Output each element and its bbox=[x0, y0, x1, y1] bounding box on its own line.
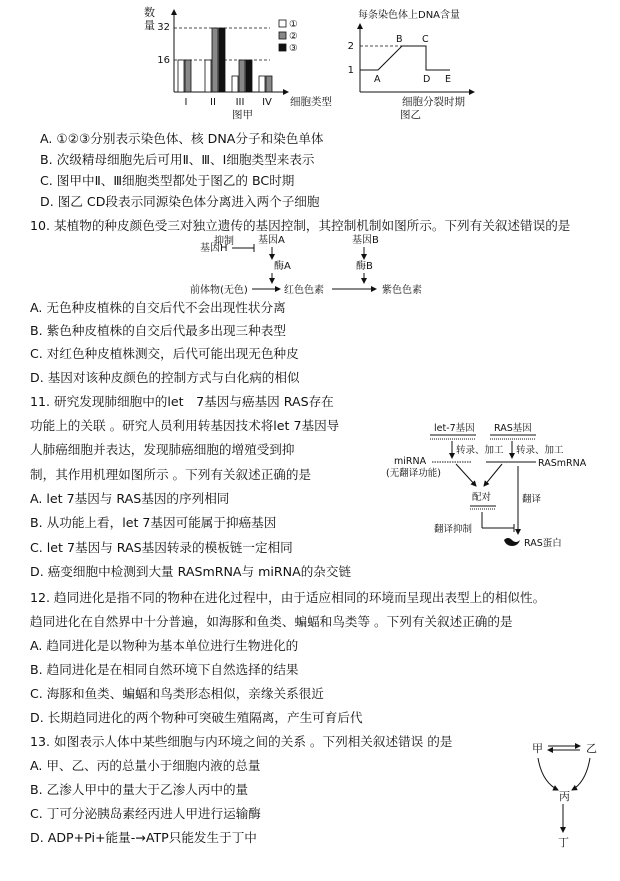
enzyme-a-label: 酶A bbox=[274, 261, 291, 272]
node-ding: 丁 bbox=[558, 836, 569, 849]
ras-gene-label: RAS基因 bbox=[494, 423, 532, 434]
ras-transcribe-label: 转录、加工 bbox=[516, 445, 564, 456]
bar-II-series-3 bbox=[219, 28, 225, 92]
x-tick-label-III: III bbox=[235, 97, 245, 108]
gene-a-label: 基因A bbox=[258, 235, 285, 246]
gene-b-label: 基因B bbox=[352, 235, 379, 246]
legend-label-2: ② bbox=[289, 31, 298, 42]
ras-protein-icon bbox=[504, 538, 520, 546]
bar-I-series-2 bbox=[185, 60, 191, 92]
mirna-to-pair bbox=[456, 464, 476, 486]
q12-option-a: A. 趋同进化是以物种为基本单位进行生物进化的 bbox=[30, 638, 299, 653]
mrna-to-pair bbox=[484, 464, 502, 486]
legend-swatch-1 bbox=[279, 20, 286, 27]
figure-jia-xlabel: 细胞类型 bbox=[290, 96, 332, 108]
legend-label-3: ③ bbox=[289, 43, 298, 54]
x-tick-label-I: I bbox=[184, 97, 188, 108]
bar-IV-series-1 bbox=[259, 76, 265, 92]
q11-stem-line-1: 11. 研究发现肺细胞中的let 7基因与癌基因 RAS存在 bbox=[30, 394, 334, 409]
red-pigment-label: 红色色素 bbox=[284, 285, 324, 296]
q13-option-b: B. 乙渗人甲中的量大于乙渗人丙中的量 bbox=[30, 782, 249, 797]
q10-option-a: A. 无色种皮植株的自交后代不会出现性状分离 bbox=[30, 300, 286, 315]
bar-group bbox=[178, 28, 272, 92]
mirna-label: miRNA bbox=[394, 456, 427, 467]
purple-pigment-label: 紫色色素 bbox=[382, 285, 422, 296]
figure-yi-title: 每条染色体上DNA含量 bbox=[358, 10, 461, 21]
q13-option-d: D. ADP+Pi+能量-→ATP只能发生于丁中 bbox=[30, 830, 257, 845]
node-jia: 甲 bbox=[532, 742, 543, 755]
point-label-b: B bbox=[396, 34, 403, 45]
yi-to-bing-arrow bbox=[572, 758, 590, 790]
rasmrna-label: RASmRNA bbox=[538, 458, 587, 469]
bar-I-series-1 bbox=[178, 60, 184, 92]
q9-option-b: B. 次级精母细胞先后可用Ⅱ、Ⅲ、Ⅰ细胞类型来表示 bbox=[40, 152, 315, 167]
figure-yi-caption: 图乙 bbox=[400, 109, 421, 120]
q11-stem-line-4: 制，其作用机理如图所示 。下列有关叙述正确的是 bbox=[30, 467, 312, 482]
tick-label-1: 1 bbox=[347, 65, 354, 76]
ras-protein-label: RAS蛋白 bbox=[524, 538, 562, 549]
q13-body-fluid-diagram bbox=[520, 738, 610, 850]
bar-II-series-1 bbox=[205, 60, 211, 92]
bar-III-series-2 bbox=[239, 60, 245, 92]
q10-option-c: C. 对红色种皮植株测交，后代可能出现无色种皮 bbox=[30, 346, 299, 361]
q12-stem-line-2: 趋同进化在自然界中十分普遍，如海豚和鱼类、蝙蝠和鸟类等 。下列有关叙述正确的是 bbox=[30, 614, 513, 629]
q11-option-a: A. let 7基因与 RAS基因的序列相同 bbox=[30, 491, 230, 506]
inhibit-label: 抑制 bbox=[214, 236, 234, 247]
q12-stem-line-1: 12. 趋同进化是指不同的物种在进化过程中，由于适应相同的环境而呈现出表型上的相似性。 bbox=[30, 590, 546, 605]
ylabel-char-1: 数 bbox=[144, 6, 155, 19]
node-bing: 丙 bbox=[559, 790, 570, 803]
bar-II-series-2 bbox=[212, 28, 218, 92]
q10-pathway-diagram bbox=[190, 233, 450, 297]
let7-gene-label: let-7基因 bbox=[434, 423, 475, 434]
q11-option-b: B. 从功能上看，let 7基因可能属于抑癌基因 bbox=[30, 515, 277, 530]
legend-swatch-3 bbox=[279, 44, 286, 51]
q10-option-b: B. 紫色种皮植株的自交后代最多出现三种表型 bbox=[30, 323, 286, 338]
figure-jia-ylabel-2: 量 bbox=[144, 19, 155, 32]
q11-option-c: C. let 7基因与 RAS基因转录的模板链一定相同 bbox=[30, 540, 293, 555]
gene-h-label: 基因H bbox=[200, 243, 228, 254]
q11-option-d: D. 癌变细胞中检测到大量 RASmRNA与 miRNA的杂交链 bbox=[30, 564, 352, 579]
q9-option-c: C. 图甲中Ⅱ、Ⅲ细胞类型都处于图乙的 BC时期 bbox=[40, 173, 295, 188]
q11-stem-line-3: 人肺癌细胞并表达，发现肺癌细胞的增殖受到抑 bbox=[30, 442, 295, 457]
x-tick-label-IV: IV bbox=[262, 97, 272, 108]
q12-option-d: D. 长期趋同进化的两个物种可突破生殖隔离，产生可育后代 bbox=[30, 710, 363, 725]
tick-label-16: 16 bbox=[157, 55, 170, 66]
figure-yi-xlabel: 细胞分裂时期 bbox=[402, 96, 465, 108]
bar-IV-series-2 bbox=[266, 76, 272, 92]
jia-to-bing-arrow bbox=[538, 758, 558, 790]
bar-III-series-3 bbox=[246, 60, 252, 92]
point-label-e: E bbox=[445, 74, 452, 85]
q12-option-c: C. 海豚和鱼类、蝙蝠和鸟类形态相似，亲缘关系很近 bbox=[30, 686, 324, 701]
let7-transcribe-label: 转录、加工 bbox=[456, 445, 504, 456]
enzyme-b-label: 酶B bbox=[356, 261, 373, 272]
figure-yi-line-graph bbox=[340, 4, 480, 120]
translate-inhibit-label: 翻译抑制 bbox=[434, 524, 473, 535]
q9-option-d: D. 图乙 CD段表示同源染色体分离进入两个子细胞 bbox=[40, 194, 320, 209]
pairing-label: 配对 bbox=[472, 492, 492, 503]
point-label-c: C bbox=[422, 34, 429, 45]
point-label-a: A bbox=[374, 74, 381, 85]
legend-swatch-2 bbox=[279, 32, 286, 39]
mirna-note: (无翻译功能) bbox=[386, 468, 441, 479]
precursor-label: 前体物(无色) bbox=[190, 285, 248, 296]
q11-mechanism-diagram bbox=[386, 420, 606, 560]
bar-III-series-1 bbox=[232, 76, 238, 92]
q10-stem: 10. 某植物的种皮颜色受三对独立遗传的基因控制，其控制机制如图所示。下列有关叙述错误的是 bbox=[30, 218, 571, 233]
figure-jia-ylabel bbox=[144, 5, 155, 19]
translate-label: 翻译 bbox=[522, 494, 542, 505]
legend-label-1: ① bbox=[289, 19, 298, 30]
q13-option-a: A. 甲、乙、丙的总量小于细胞内液的总量 bbox=[30, 758, 261, 773]
dna-content-line bbox=[360, 46, 450, 70]
tick-label-2: 2 bbox=[347, 41, 354, 52]
q13-option-c: C. 丁可分泌胰岛素经丙进人甲进行运输酶 bbox=[30, 806, 261, 821]
q12-option-b: B. 趋同进化是在相同自然环境下自然选择的结果 bbox=[30, 662, 299, 677]
x-tick-group bbox=[185, 97, 273, 108]
tick-label-32: 32 bbox=[157, 22, 170, 33]
q9-option-a: A. ①②③分别表示染色体、核 DNA分子和染色单体 bbox=[40, 131, 324, 146]
x-tick-label-II: II bbox=[210, 97, 216, 108]
figure-jia-caption: 图甲 bbox=[232, 109, 253, 120]
node-yi: 乙 bbox=[586, 742, 597, 755]
point-label-d: D bbox=[423, 74, 431, 85]
figure-jia-bar-chart bbox=[140, 4, 340, 120]
q13-stem: 13. 如图表示人体中某些细胞与内环境之间的关系 。下列相关叙述错误 的是 bbox=[30, 734, 453, 749]
q11-stem-line-2: 功能上的关联 。研究人员利用转基因技术将let 7基因导 bbox=[30, 418, 340, 433]
q10-option-d: D. 基因对该种皮颜色的控制方式与白化病的相似 bbox=[30, 370, 300, 385]
